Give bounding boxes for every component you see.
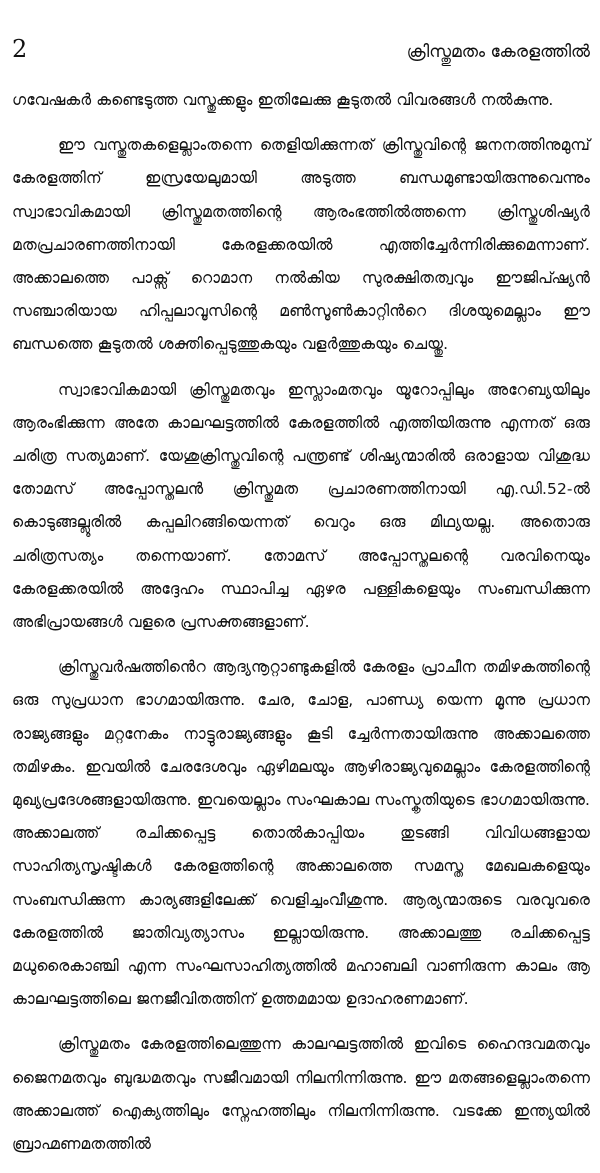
paragraph-2: ഈ വസ്തുതകളെല്ലാംതന്നെ തെളിയിക്കുന്നത് ക്രിസ്തുവിന്റെ ജനനത്തിനുമുമ്പ് കേരളത്തിന് ഇസ്രയേലുമായി അടുത്ത ബന്ധമുണ്ടായിരുന്നുവെന്നും സ്വാഭാവികമായി ക്രിസ്തുമതത്തിന്റെ ആരംഭത്തിൽത്തന്നെ ക്രിസ്തുശിഷ്യർ മതപ്രചാരണത്തിനായി കേരളക്കരയിൽ എത്തിച്ചേർന്നിരിക്കുമെന്നാണ്. അക്കാലത്തെ പാക്സ് റൊമാന നൽകിയ സുരക്ഷിതത്വവും ഈജിപ്ഷ്യൻ സഞ്ചാരിയായ ഹിപ്പലാവൂസിന്റെ മൺസൂൺകാറ്റിൻറെ ദിശയുമെല്ലാം ഈ ബന്ധത്തെ കൂടുതൽ ശക്തിപ്പെടുത്തുകയും വളർത്തുകയും ചെയ്തു. [12, 136, 590, 354]
page-number: 2 [12, 35, 28, 63]
paragraph-3: സ്വാഭാവികമായി ക്രിസ്തുമതവും ഇസ്ലാംമതവും യൂറോപ്പിലും അറേബ്യയിലും ആരംഭിക്കുന്ന അതേ കാലഘട്ടത്തിൽ കേരളത്തിൽ എത്തിയിരുന്നു എന്നത് ഒരു ചരിത്ര സത്യമാണ്. യേശുക്രിസ്തുവിന്റെ പന്ത്രണ്ട് ശിഷ്യന്മാരിൽ ഒരാളായ വിശുദ്ധ തോമസ് അപ്പോസ്തലൻ ക്രിസ്തുമത പ്രചാരണത്തിനായി എ.ഡി.52-ൽ കൊടുങ്ങല്ലൂരിൽ കപ്പലിറങ്ങിയെന്നത് വെറും ഒരു മിഥ്യയല്ല. അതൊരു ചരിത്രസത്യം തന്നെയാണ്. തോമസ് അപ്പോസ്തലന്റെ വരവിനെയും കേരളക്കരയിൽ അദ്ദേഹം സ്ഥാപിച്ച ഏഴര പള്ളികളെയും സംബന്ധിക്കുന്ന അഭിപ്രായങ്ങൾ വളരെ പ്രസക്തങ്ങളാണ്. [12, 380, 590, 632]
paragraph-1: ഗവേഷകർ കണ്ടെടുത്ത വസ്തുക്കളും ഇതിലേക്കു കൂടുതൽ വിവരങ്ങൾ നൽകുന്നു. [12, 91, 554, 109]
body-text [12, 84, 590, 1173]
paragraph-4: ക്രിസ്തുവർഷത്തിൻെറ ആദ്യനൂറ്റാണ്ടുകളിൽ കേരളം പ്രാചീന തമിഴകത്തിന്റെ ഒരു സുപ്രധാന ഭാഗമായിരുന്നു. ചേര, ചോള, പാണ്ഡ്യ യെന്ന മൂന്നു പ്രധാന രാജ്യങ്ങളും മറ്റനേകം നാട്ടുരാജ്യങ്ങളും കൂടി ച്ചേർന്നതായിരുന്നു അക്കാലത്തെ തമിഴകം. ഇവയിൽ ചേരദേശവും ഏഴിമലയും ആഴിരാജ്യവുമെല്ലാം കേരളത്തിന്റെ മുഖ്യപ്രദേശങ്ങളായിരുന്നു. ഇവയെല്ലാം സംഘകാല സംസ്കൃതിയുടെ ഭാഗമായിരുന്നു. അക്കാലത്ത് രചിക്കപ്പെട്ട തൊൽകാപ്പിയം തുടങ്ങി വിവിധങ്ങളായ സാഹിത്യസൃഷ്ടികൾ കേരളത്തിന്റെ അക്കാലത്തെ സമസ്ത മേഖലകളെയും സംബന്ധിക്കുന്ന കാര്യങ്ങളിലേക്ക് വെളിച്ചംവീശുന്നു. ആര്യന്മാരുടെ വരവുവരെ കേരളത്തിൽ ജാതിവ്യത്യാസം ഇല്ലായിരുന്നു. അക്കാലത്തു രചിക്കപ്പെട്ട മധുരൈകാഞ്ചി എന്ന സംഘസാഹിത്യത്തിൽ മഹാബലി വാണിരുന്ന കാലം ആ കാലഘട്ടത്തിലെ ജനജീവിതത്തിന് ഉത്തമമായ ഉദാഹരണമാണ്. [12, 658, 590, 1009]
running-title: ക്രിസ്തുമതം കേരളത്തിൽ [406, 42, 590, 62]
paragraph-5: ക്രിസ്തുമതം കേരളത്തിലെത്തുന്ന കാലഘട്ടത്തിൽ ഇവിടെ ഹൈന്ദവമതവും ജൈനമതവും ബുദ്ധമതവും സജീവമായി നിലനിന്നിരുന്നു. ഈ മതങ്ങളെല്ലാംതന്നെ അക്കാലത്ത് ഐക്യത്തിലും സ്നേഹത്തിലും നിലനിന്നിരുന്നു. വടക്കേ ഇന്ത്യയിൽ ബ്രാഹ്മണമതത്തിൽ [12, 1035, 590, 1154]
page-header [12, 34, 590, 74]
